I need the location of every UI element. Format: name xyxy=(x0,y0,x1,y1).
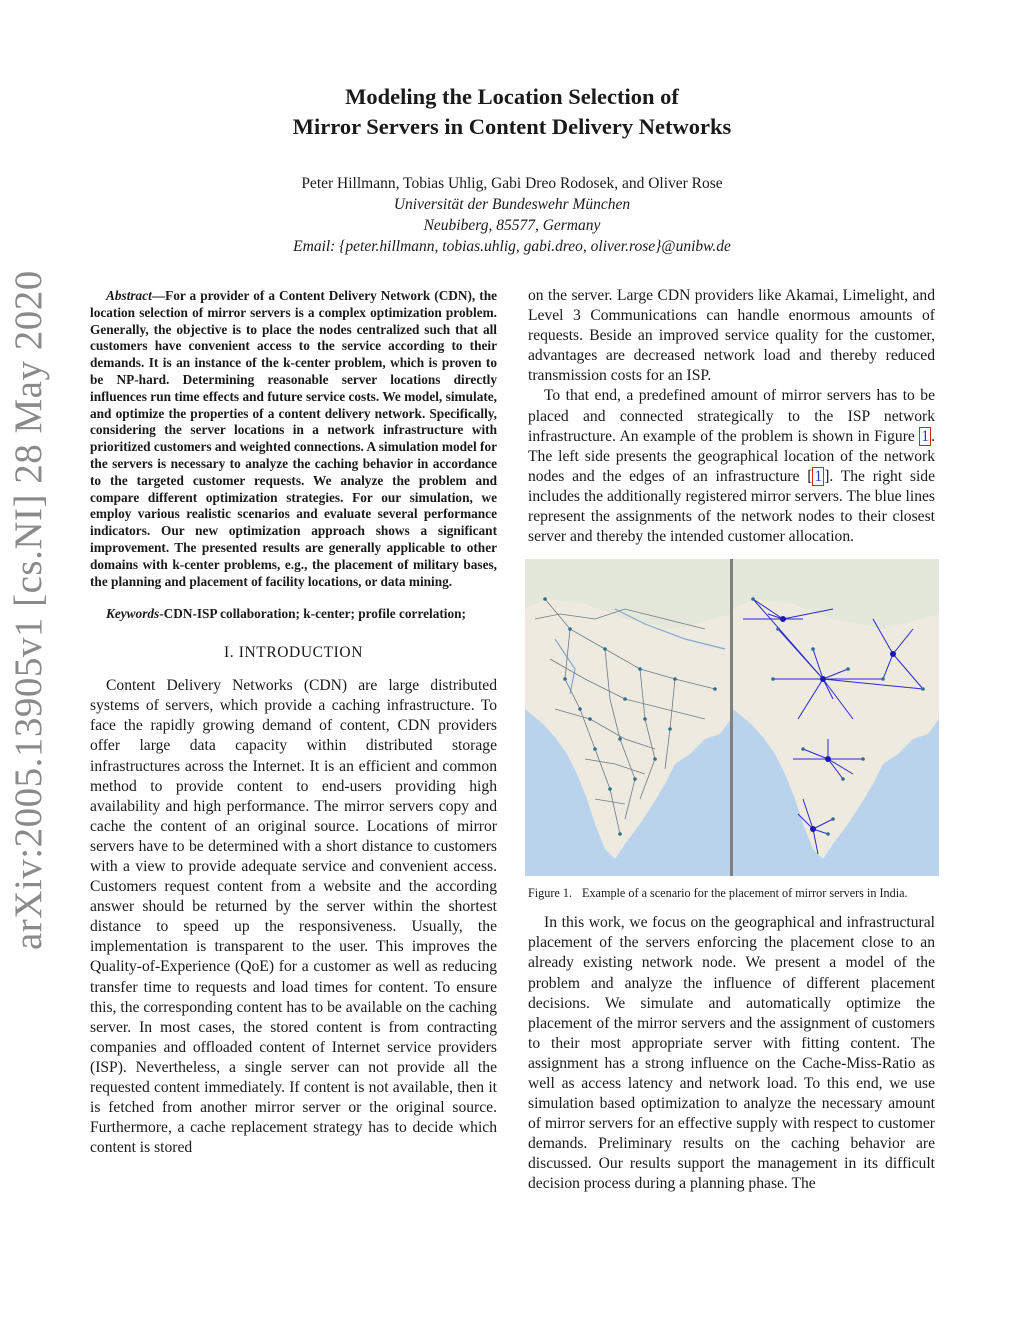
right-column xyxy=(528,286,935,1195)
map-right-svg xyxy=(733,559,939,876)
author-block xyxy=(0,173,1024,257)
map-left-svg xyxy=(525,559,731,876)
citation-1-link[interactable]: 1 xyxy=(814,467,823,485)
figure-caption-text: Example of a scenario for the placement of mirror servers in India. xyxy=(582,886,908,901)
figure-1-link[interactable]: 1 xyxy=(921,427,930,445)
abstract xyxy=(90,288,497,590)
intro-paragraph-1: Content Delivery Networks (CDN) are large distributed systems of servers, which provide a caching infrastructure. To face the rapidly growing demand of content, CDN providers offer large data capacity within distributed storage infrastructures across the Internet. It is an efficient and common method to provide content to end-users providing high availability and high performance. The mirror servers copy and cache the content of an original source. Locations of mirror servers have to be determined with a short distance to customers with a view to provide adequate service and convenient access. Customers request content from a website and the according answer should be returned by the server within the shortest distance to speed up the responsiveness. Usually, the implementation is transparent to the user. This improves the Quality-of-Experience (QoE) for a customer as well as reducing transfer time to requests and load times for content. To ensure this, the corresponding content has to be available on the caching server. In most cases, the stored content is from contracting companies and offloaded content of Internet service providers (ISP). Nevertheless, a single server can not provide all the requested content immediately. If content is not available, then it is fetched from another mirror server or the original source. Furthermore, a cache replacement strategy has to decide which content is stored xyxy=(90,677,497,1157)
abstract-label: Abstract xyxy=(106,288,152,303)
left-column xyxy=(90,288,497,1158)
paragraph-text: . The left side presents the geographical location of the network nodes and the edges of an infrastructure [ xyxy=(528,427,935,485)
intro-paragraph-4: In this work, we focus on the geographical and infrastructural placement of the servers enforcing the placement close to an already existing network node. We present a model of the problem and analyze the influence of different placement decisions. We simulate and automatically optimize the placement of the mirror servers and the assignment of customers to their most appropriate server with fitting content. The assignment has a strong influence on the Cache-Miss-Ratio as well as access latency and network load. To this end, we use simulation based optimization to analyze the necessary amount of mirror servers for an effective supply with respect to customer demands. Preliminary results on the caching behavior are discussed. Our results support the management in its difficult decision process during a planning phase. The xyxy=(528,914,935,1193)
intro-paragraph-3 xyxy=(528,386,935,547)
intro-paragraph-2: on the server. Large CDN providers like Akamai, Limelight, and Level 3 Communications can handle enormous amounts of requests. Beside an improved service quality for the customer, advantages are decreased network load and thereby reduced transmission costs for an ISP. xyxy=(528,287,935,385)
map-network-infrastructure xyxy=(525,559,731,876)
abstract-text: —For a provider of a Content Delivery Network (CDN), the location selection of mirror servers is a complex optimization problem. Generally, the objective is to place the nodes centralized such that all customers have convenient access to the service according to their demands. It is an instance of the k-center problem, which is proven to be NP-hard. Determining reasonable server locations directly influences run time effects and future service costs. We model, simulate, and optimize the properties of a content delivery network. Specifically, considering the server locations in a network infrastructure with prioritized customers and weighted connections. A simulation model for the servers is necessary to analyze the caching behavior in accordance to the targeted customer requests. We analyze the problem and compare different optimization strategies. For our simulation, we employ various realistic scenarios and evaluate several performance indicators. Our new optimization approach shows a significant improvement. The presented results are generally applicable to other domains with k-center problems, e.g., the placement of military bases, the planning and placement of facility locations, or data mining. xyxy=(90,288,497,589)
author-address: Neubiberg, 85577, Germany xyxy=(423,217,601,234)
title-line-2: Mirror Servers in Content Delivery Networks xyxy=(292,114,732,139)
map-mirror-server-assignment xyxy=(733,559,939,876)
author-affiliation: Universität der Bundeswehr München xyxy=(393,196,631,213)
paragraph-text: ]. The right side includes the additionally registered mirror servers. The blue lines represent the assignments of the network nodes to their closest server and thereby the intended customer allocation. xyxy=(528,467,935,546)
keywords-label: Keywords xyxy=(106,606,160,622)
keywords xyxy=(90,606,497,623)
section-heading-introduction: I. INTRODUCTION xyxy=(223,644,363,662)
figure-1 xyxy=(525,559,941,876)
author-names: Peter Hillmann, Tobias Uhlig, Gabi Dreo Rodosek, and Oliver Rose xyxy=(301,175,723,192)
paragraph-text: To that end, a predefined amount of mirror servers has to be placed and connected strategically to the ISP network infrastructure. An example of the problem is shown in Figure xyxy=(528,387,935,445)
title-line-1: Modeling the Location Selection of xyxy=(345,84,679,109)
figure-label: Figure 1. xyxy=(528,886,573,901)
paper-title xyxy=(0,82,1024,142)
figure-1-caption xyxy=(528,886,935,901)
arxiv-identifier: arXiv:2005.13905v1 [cs.NI] 28 May 2020 xyxy=(7,270,50,950)
keywords-text: -CDN-ISP collaboration; k-center; profile correlation; xyxy=(159,606,466,622)
author-email: Email: {peter.hillmann, tobias.uhlig, gabi.dreo, oliver.rose}@unibw.de xyxy=(293,238,731,255)
